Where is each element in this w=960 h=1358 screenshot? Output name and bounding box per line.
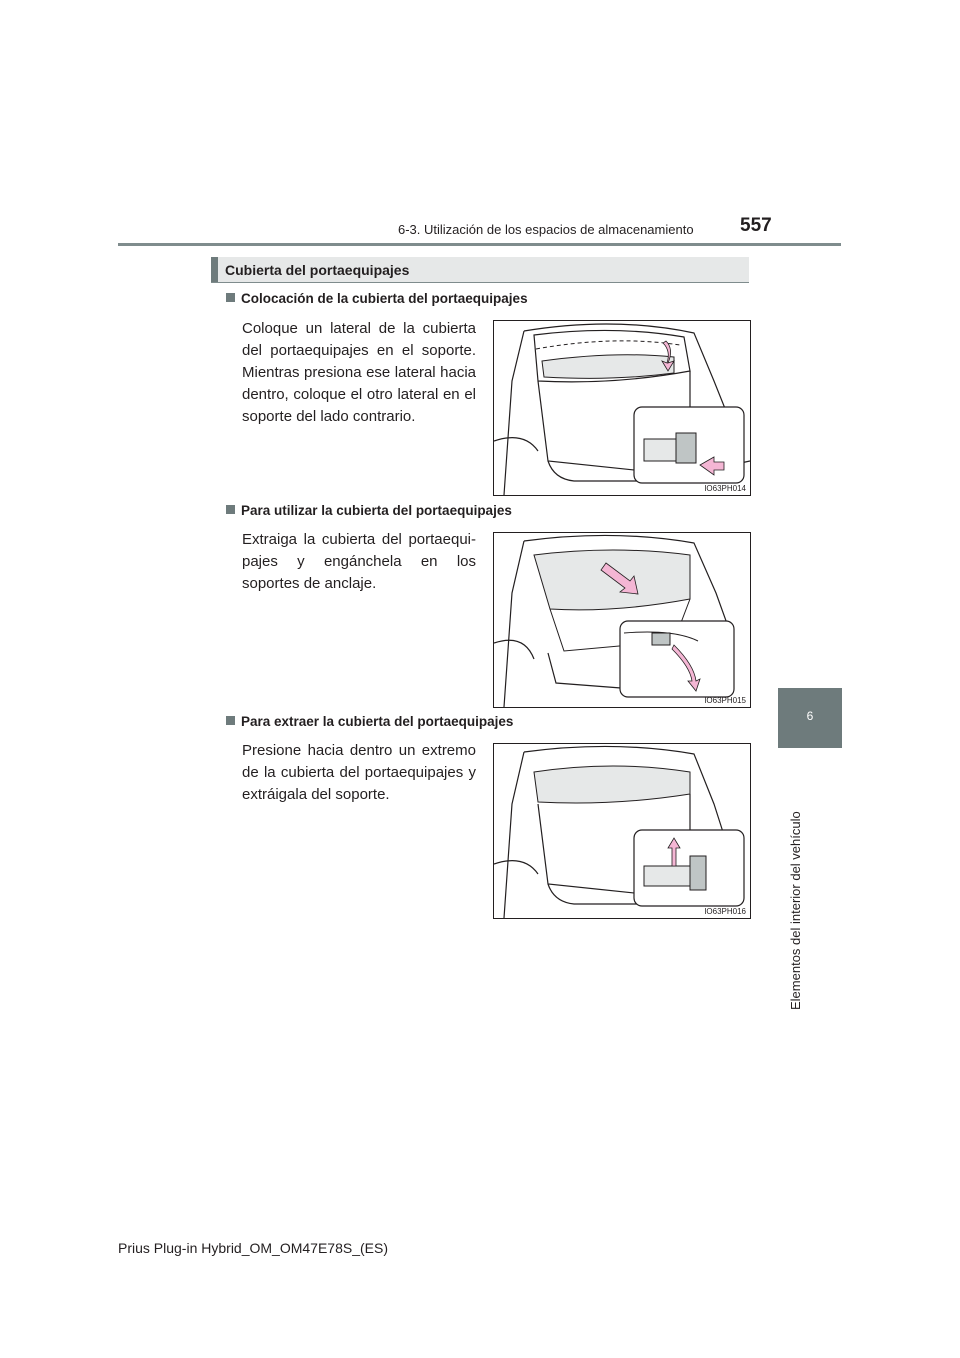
chapter-label: Elementos del interior del vehículo — [788, 811, 803, 1010]
figure-remove — [493, 743, 751, 919]
item-heading-remove: Para extraer la cubierta del portaequipajes — [226, 714, 513, 729]
figure-code: IO63PH015 — [704, 696, 746, 705]
bullet-square-icon — [226, 293, 235, 302]
header-divider — [118, 243, 841, 246]
cargo-cover-use-illustration — [494, 533, 750, 707]
item-heading-install: Colocación de la cubierta del portaequipajes — [226, 291, 528, 306]
figure-code: IO63PH014 — [704, 484, 746, 493]
item-text-remove: Presione hacia dentro un extremo de la cubierta del portaequipajes y extráigala del soporte. — [242, 742, 476, 803]
chapter-number: 6 — [806, 709, 814, 723]
item-text-use: Extraiga la cubierta del portaequi-pajes y engánchela en los soportes de anclaje. — [242, 531, 476, 592]
cargo-cover-install-illustration — [494, 321, 750, 495]
section-header — [211, 257, 749, 283]
figure-code: IO63PH016 — [704, 907, 746, 916]
section-title: Cubierta del portaequipajes — [225, 262, 410, 278]
cargo-cover-remove-illustration — [494, 744, 750, 918]
figure-install — [493, 320, 751, 496]
figure-use — [493, 532, 751, 708]
page-number: 557 — [740, 215, 772, 236]
chapter-tab[interactable] — [778, 688, 842, 748]
section-accent — [211, 257, 218, 282]
footer-manual-id: Prius Plug-in Hybrid_OM_OM47E78S_(ES) — [118, 1240, 388, 1256]
bullet-square-icon — [226, 716, 235, 725]
bullet-square-icon — [226, 505, 235, 514]
item-heading-use: Para utilizar la cubierta del portaequipajes — [226, 503, 512, 518]
header-section-title: 6-3. Utilización de los espacios de almacenamiento — [398, 222, 694, 237]
item-text-install: Coloque un lateral de la cubierta del portaequipajes en el soporte. Mientras presiona ese lateral hacia dentro, coloque el otro lateral en el soporte del lado contrario. — [242, 320, 476, 425]
